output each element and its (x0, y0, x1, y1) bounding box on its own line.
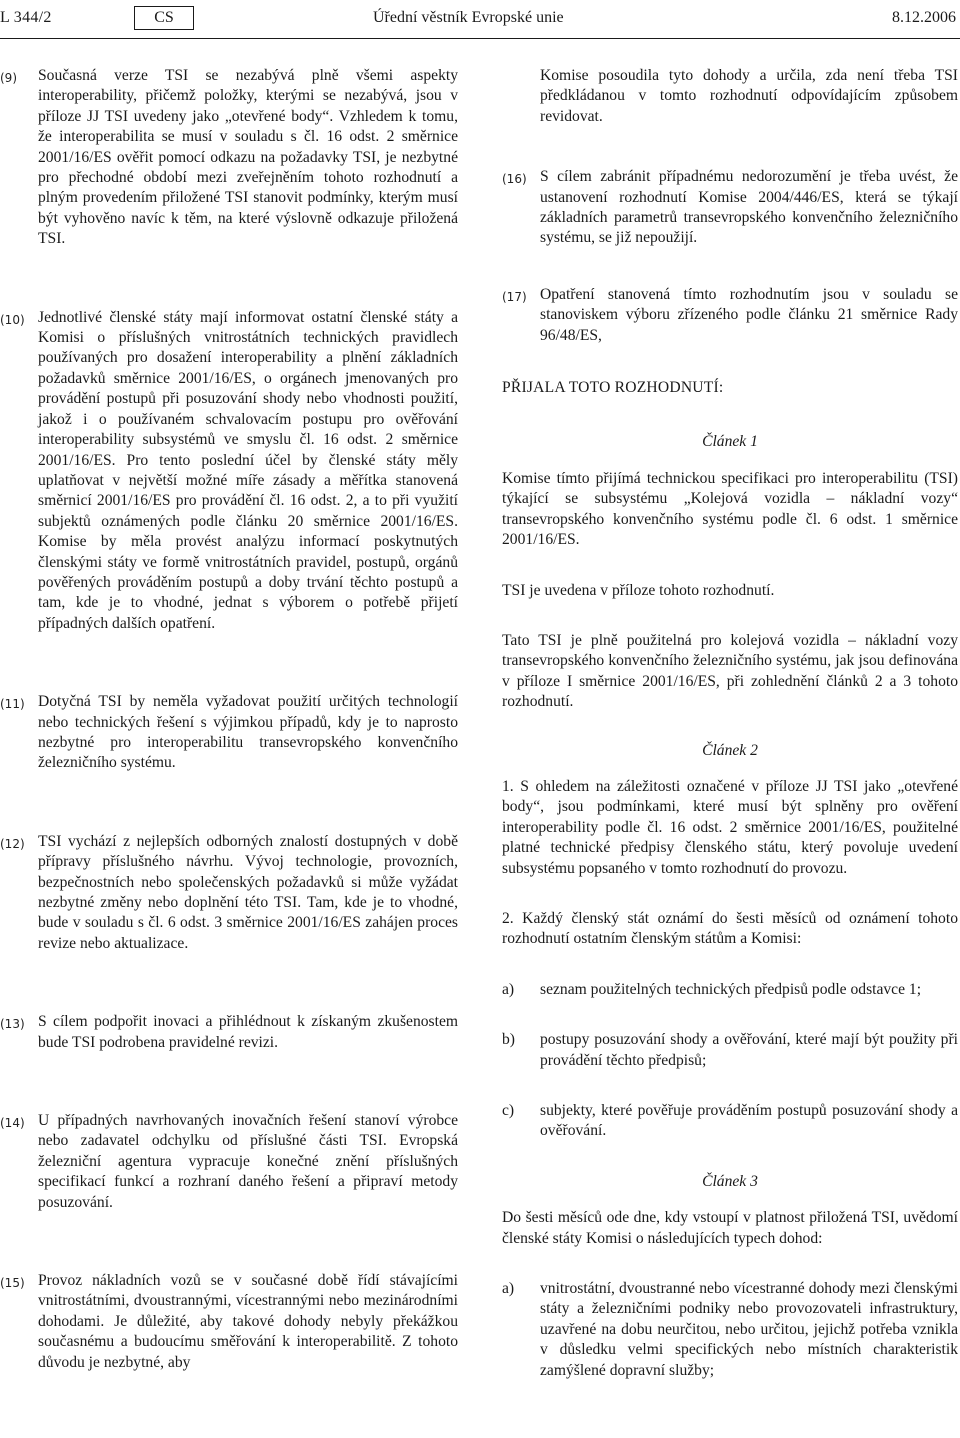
recital-text: Provoz nákladních vozů se v současné době řídí stávajícími vnitrostátními, dvoustrannými, vícestrannými nebo mezinárodními dohodami. Je důležité, aby takové dohody nebyly překážkou současnému a budoucímu směřování k interoperabilitě. Z tohoto důvodu je nezbytné, aby (38, 1272, 458, 1371)
recital-14 (0, 1111, 458, 1213)
article-2-heading: Článek 2 (702, 741, 758, 759)
recital-15 (0, 1271, 458, 1373)
item-text: vnitrostátní, dvoustranné nebo vícestranné dohody mezi členskými státy a železničními podniky nebo provozovateli infrastruktury, uzavřené na dobu neurčitou, nebo určitou, jejichž potřeba vznikla v důsledku velmi specifických nebo místních charakteristik zamýšlené dopravní služby; (540, 1280, 958, 1379)
article-2-item-c (502, 1101, 958, 1142)
recital-number: (11) (0, 697, 25, 712)
recital-text: Opatření stanovená tímto rozhodnutím jsou v souladu se stanoviskem výboru zřízeného podle článku 21 směrnice Rady 96/48/ES, (540, 285, 958, 344)
recital-text: S cílem podpořit inovaci a přihlédnout k získaným zkušenostem bude TSI podrobena pravidelné revizi. (38, 1013, 458, 1051)
article-1-heading: Článek 1 (702, 433, 758, 451)
item-text: subjekty, které pověřuje prováděním postupů posuzování shody a ověřování. (540, 1102, 958, 1140)
article-2-paragraph-2: 2. Každý členský stát oznámí do šesti měsíců od oznámení tohoto rozhodnutí ostatním členským státům a Komisi: (502, 909, 958, 948)
recital-16 (502, 167, 958, 249)
recital-text: Současná verze TSI se nezabývá plně všemi aspekty interoperability, přičemž položky, kterými se nezabývá, jsou v příloze JJ TSI uvedeny jako „otevřené body“. Vzhledem k tomu, že interoperabilita se musí v souladu s čl. 16 odst. 2 směrnice 2001/16/ES ověřit pomocí odkazu na požadavky TSI, je nezbytné pro přechodné období mezi zveřejněním tohoto rozhodnutí a plným provedením přiložené TSI stanovit podmínky, kterým musí být vyhověno navíc k těm, na které výslovně odkazuje přiložená TSI. (38, 67, 458, 248)
recital-number: (9) (0, 71, 17, 85)
item-marker: c) (502, 1102, 515, 1119)
recital-number: (12) (0, 836, 25, 851)
recital-10 (0, 308, 458, 635)
article-2-item-b (502, 1030, 958, 1071)
article-3-paragraph-1: Do šesti měsíců ode dne, kdy vstoupí v platnost přiložená TSI, uvědomí členské státy Komisi o následujících typech dohod: (502, 1209, 958, 1247)
recital-text: U případných navrhovaných inovačních řešení stanoví výrobce nebo zadavatel odchylku od příslušné části TSI. Evropská železniční agentura vypracuje konečné znění příslušných specifikací funkcí a rozhraní daného řešení a připraví metody posuzování. (38, 1112, 458, 1211)
left-column (0, 66, 458, 1373)
journal-title: Úřední věstník Evropské unie (373, 9, 564, 26)
publication-date: 8.12.2006 (892, 9, 956, 26)
recital-number: (10) (0, 312, 25, 327)
recital-12 (0, 832, 458, 954)
article-1-paragraph-3: Tato TSI je plně použitelná pro kolejová vozidla – nákladní vozy transevropského konvenčního železničního systému, jak jsou definována v příloze I směrnice 2001/16/ES, při zohlednění článků 2 a 3 tohoto rozhodnutí. (502, 631, 958, 711)
recital-11 (0, 692, 458, 774)
recital-number: (16) (502, 172, 527, 187)
recital-9 (0, 66, 458, 250)
recital-number: (17) (502, 289, 527, 304)
recital-text: Dotyčná TSI by neměla vyžadovat použití určitých technologií nebo technických řešení s výjimkou případů, kdy je to naprosto nezbytné pro interoperabilitu transevropského konvenčního železničního systému. (38, 693, 458, 772)
item-marker: a) (502, 980, 515, 998)
recital-text: Jednotlivé členské státy mají informovat ostatní členské státy a Komisi o příslušných vnitrostátních technických pravidlech používaných pro dosažení interoperability a plnění základních požadavků směrnice 2001/16/ES, o orgánech jmenovaných pro provádění postupů při posuzování shody nebo vhodnosti použití, jakož i o používaném schvalovacím postupu pro ověřování interoperability subsystémů ve smyslu čl. 16 odst. 2 směrnice 2001/16/ES. Pro tento poslední účel by členské státy měly uplatňovat v největší možné míře zásady a měřítka stanovená směrnicí 2001/16/ES pro provádění čl. 16 odst. 2, a to při využití subjektů oznámených podle článku 20 směrnice 2001/16/ES. Komise by měla provést analýzu informací poskytnutých členskými státy ve formě vnitrostátních pravidel, postupů, orgánů pověřených prováděním postupů a doby trvání těchto postupů a tam, kde je to vhodné, jednat s výborem o potřebě přijetí případných dalších opatření. (38, 308, 458, 632)
adoption-statement: PŘIJALA TOTO ROZHODNUTÍ: (502, 379, 724, 397)
language-badge: CS (134, 6, 194, 30)
recital-number: (14) (0, 1116, 25, 1131)
recital-15-continuation (502, 66, 958, 127)
recital-17 (502, 285, 958, 346)
page-header (0, 6, 960, 30)
item-marker: b) (502, 1031, 515, 1049)
recital-number: (15) (0, 1276, 25, 1291)
item-text: seznam použitelných technických předpisů podle odstavce 1; (540, 980, 922, 998)
article-1-paragraph-1: Komise tímto přijímá technickou specifikaci pro interoperabilitu (TSI) týkající se subsystému „Kolejová vozidla – nákladní vozy“ transevropského konvenčního systému podle čl. 6 odst. 1 směrnice 2001/16/ES. (502, 469, 958, 549)
continuation-text: Komise posoudila tyto dohody a určila, zda není třeba TSI předkládanou v tomto rozhodnutí odpovídajícím způsobem revidovat. (540, 67, 958, 125)
page-reference: L 344/2 (0, 9, 52, 26)
header-rule (0, 38, 960, 39)
recital-text: S cílem zabránit případnému nedorozumění je třeba uvést, že ustanovení rozhodnutí Komise 2004/446/ES, která se týkají základních parametrů transevropského konvenčního železničního systému, se již nepoužijí. (540, 168, 958, 247)
article-3-item-a (502, 1279, 958, 1381)
article-3-heading: Článek 3 (702, 1172, 758, 1190)
item-marker: a) (502, 1280, 515, 1298)
recital-number: (13) (0, 1017, 25, 1032)
recital-13 (0, 1012, 458, 1053)
article-2-item-a (502, 980, 958, 1000)
item-text: postupy posuzování shody a ověřování, které mají být použity při provádění těchto předpisů; (540, 1031, 958, 1069)
article-2-paragraph-1: 1. S ohledem na záležitosti označené v příloze JJ TSI jako „otevřené body“, jsou podmínkami, které musí být splněny pro ověření interoperability podle čl. 16 odst. 2 směrnice 2001/16/ES, použitelné platné technické předpisy členského státu, který povoluje uvedení subsystému popsaného v tomto rozhodnutí do provozu. (502, 777, 958, 877)
right-column (502, 66, 958, 1381)
article-1-paragraph-2: TSI je uvedena v příloze tohoto rozhodnutí. (502, 581, 775, 599)
recital-text: TSI vychází z nejlepších odborných znalostí dostupných v době přípravy příslušného návrhu. Vývoj technologie, provozních, bezpečnostních nebo společenských požadavků si může vyžádat nezbytné změny nebo doplnění této TSI. Tam, kde je to vhodné, bude v souladu s čl. 6 odst. 3 směrnice 2001/16/ES zahájen proces revize nebo aktualizace. (38, 832, 458, 952)
